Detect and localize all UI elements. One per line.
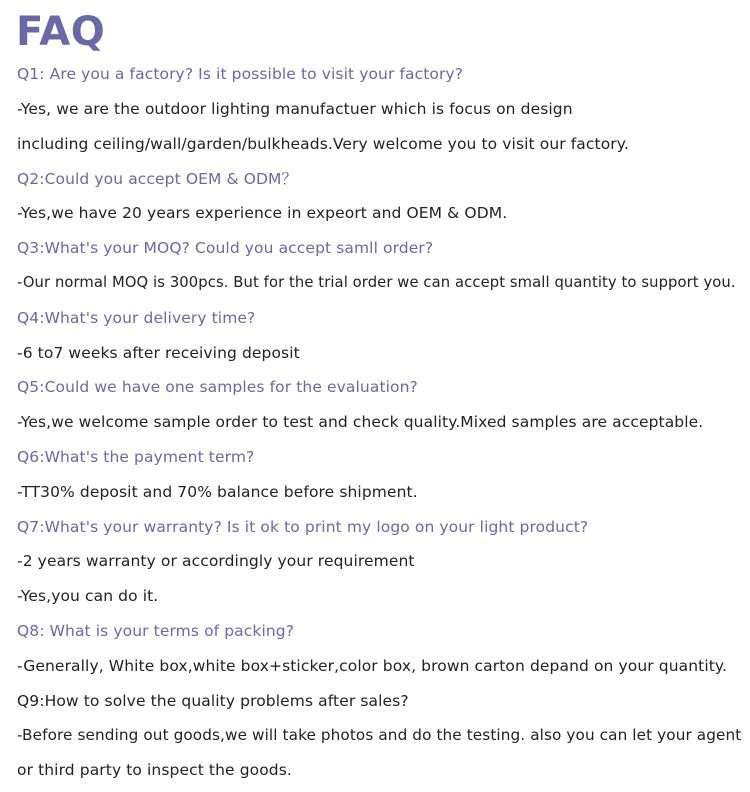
faq-question-1: Q1: Are you a factory? Is it possible to visit your factory? [17,65,464,83]
faq-answer-4: -6 to7 weeks after receiving deposit [17,344,300,362]
faq-question-7: Q7:What's your warranty? Is it ok to print my logo on your light product? [17,518,589,536]
faq-answer-3: -Our normal MOQ is 300pcs. But for the trial order we can accept small quantity to support you. [17,274,736,291]
faq-answer-5: -Yes,we welcome sample order to test and check quality.Mixed samples are acceptable. [17,413,704,431]
faq-question-3: Q3:What's your MOQ? Could you accept samll order? [17,239,434,257]
faq-answer-7-line-1: -2 years warranty or accordingly your requirement [17,552,415,570]
faq-answer-1-line-2: including ceiling/wall/garden/bulkheads.Very welcome you to visit our factory. [17,135,629,153]
faq-answer-9-line-1: -Before sending out goods,we will take photos and do the testing. also you can let your agent [17,726,742,744]
faq-question-5: Q5:Could we have one samples for the evaluation? [17,378,418,396]
faq-question-2: Q2:Could you accept OEM & ODM？ [17,170,298,188]
faq-question-4: Q4:What's your delivery time? [17,309,256,327]
faq-answer-1-line-1: -Yes, we are the outdoor lighting manufactuer which is focus on design [17,100,573,118]
faq-answer-9-line-2: or third party to inspect the goods. [17,761,292,779]
faq-answer-7-line-2: -Yes,you can do it. [17,587,159,605]
faq-question-9: Q9:How to solve the quality problems after sales? [17,692,409,710]
faq-question-6: Q6:What's the payment term? [17,448,255,466]
faq-question-8: Q8: What is your terms of packing? [17,622,295,640]
faq-answer-8: -Generally, White box,white box+sticker,color box, brown carton depand on your quantity. [17,657,728,675]
faq-answer-2: -Yes,we have 20 years experience in expeort and OEM & ODM. [17,204,508,222]
faq-answer-6: -TT30% deposit and 70% balance before shipment. [17,483,418,501]
page-title: FAQ [16,9,106,55]
